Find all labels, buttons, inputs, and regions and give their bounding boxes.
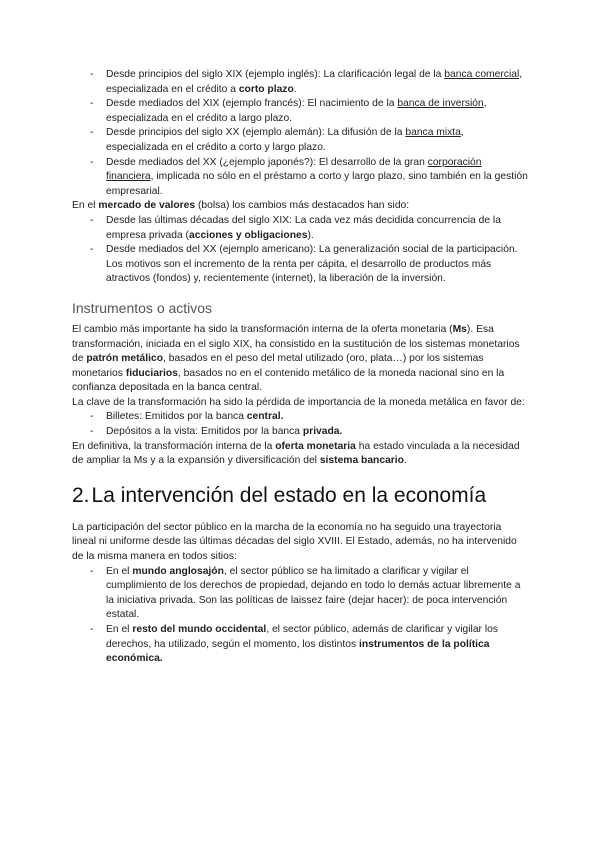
moneda-list <box>72 410 528 439</box>
text-run: ). <box>307 229 314 241</box>
cambio-paragraph <box>72 323 528 396</box>
list-item <box>72 214 528 243</box>
text-run: El cambio más importante ha sido la transformación interna de la oferta monetaria ( <box>72 323 453 335</box>
text-run: Desde las últimas décadas del siglo XIX: La cada vez más decidida concurrencia de la empresa privada ( <box>106 214 501 241</box>
text-run: , basados no en el contenido metálico de la moneda nacional sino en la confianza depositada en la banca central. <box>72 367 505 394</box>
section-heading-intervencion <box>72 483 528 509</box>
text-run: En definitiva, la transformación interna de la <box>72 440 276 452</box>
bullet-dash: - <box>90 565 94 577</box>
bullet-dash: - <box>90 69 94 80</box>
mercado-valores-list <box>72 214 528 287</box>
clave-paragraph <box>72 396 528 411</box>
text-run: ). Esa transformación, iniciada en el siglo XIX, ha consistido en la sustitución de los sistemas monetarios de <box>72 323 520 365</box>
text-run: Desde principios del siglo XX (ejemplo alemán): La difusión de la <box>106 127 406 139</box>
definitiva-paragraph <box>72 440 528 469</box>
text-run: , implicada no sólo en el préstamo a corto y largo plazo, sino también en la gestión empresarial. <box>106 171 528 197</box>
bold-text: fiduciarios <box>125 367 178 379</box>
text-run: , el sector público se ha limitado a clarificar y vigilar el cumplimiento de los derechos de propiedad, dejando en todo lo demás actuar libremente a la iniciativa privada. Son las políticas de laissez faire (dejar hacer): de poca intervención estatal. <box>106 565 521 621</box>
bullet-dash: - <box>90 244 94 256</box>
list-item <box>72 68 528 97</box>
text-run: En el <box>106 624 133 635</box>
intervencion-list <box>72 565 528 667</box>
list-item <box>72 243 528 287</box>
bullet-dash: - <box>90 156 94 168</box>
text-run: (bolsa) los cambios más destacados han sido: <box>195 200 410 212</box>
bullet-dash: - <box>90 624 94 635</box>
text-run: , especializada en el crédito a corto y largo plazo. <box>106 127 464 153</box>
bullet-dash: - <box>90 426 94 438</box>
text-run: Desde mediados del XIX (ejemplo francés): El nacimiento de la <box>106 98 398 110</box>
participacion-paragraph <box>72 521 528 565</box>
bold-text: acciones y obligaciones <box>188 229 308 241</box>
text-run: . <box>293 83 297 95</box>
bullet-dash: - <box>90 411 94 423</box>
section-heading-instrumentos: Instrumentos o activos <box>72 299 213 316</box>
bullet-dash: - <box>90 127 94 139</box>
text-run: Desde principios del siglo XIX (ejemplo inglés): La clarificación legal de la <box>106 69 445 80</box>
list-item <box>72 126 528 155</box>
bold-text: sistema bancario <box>319 455 404 467</box>
document-page <box>72 68 528 667</box>
bold-text: central. <box>246 411 284 423</box>
bold-text: patrón metálico <box>86 353 163 365</box>
text-run: , especializada en el crédito a largo plazo. <box>106 98 487 124</box>
text-run: ha estado vinculada a la necesidad de ampliar la Ms y a la expansión y diversificación del <box>72 440 520 467</box>
text-run: , basados en el peso del metal utilizado (oro, plata…) por los sistemas monetarios <box>72 353 484 379</box>
bold-text: resto del mundo occidental <box>132 624 267 635</box>
bold-text: corto plazo <box>238 83 294 95</box>
underlined-text: banca de inversión <box>397 98 484 110</box>
bold-text: mundo anglosajón <box>132 565 224 577</box>
underlined-text: banca mixta <box>405 127 461 139</box>
text-run: La clave de la transformación ha sido la pérdida de importancia de la moneda metálica en favor de: <box>72 396 525 408</box>
text-run: En el <box>72 200 99 212</box>
text-run: En el <box>106 565 133 577</box>
text-run: . <box>403 455 407 467</box>
text-run: , especializada en el crédito a <box>106 69 523 95</box>
bold-text: privada. <box>302 426 343 438</box>
section-number: 2. <box>72 483 90 507</box>
list-item <box>72 565 528 623</box>
list-item <box>72 410 528 425</box>
bullet-dash: - <box>90 98 94 110</box>
underlined-text: corporación financiera <box>106 156 482 183</box>
bold-text: oferta monetaria <box>275 440 356 452</box>
section-title: La intervención del estado en la economía <box>91 483 487 507</box>
underlined-text: banca comercial <box>444 69 520 80</box>
text-run: , el sector público, además de clarificar y vigilar los derechos, ha utilizado, según el momento, los distintos <box>106 624 499 650</box>
text-run: Desde mediados del XX (¿ejemplo japonés?): El desarrollo de la gran <box>106 156 428 168</box>
text-run: Desde mediados del XX (ejemplo americano): La generalización social de la participación. Los motivos son el incremento de la renta per cápita, el desarrollo de productos más atractivos (fondos) y, recientemente (internet), la liberación de la inversión. <box>106 244 518 285</box>
mercado-valores-paragraph <box>72 199 528 214</box>
banca-history-list <box>72 68 528 199</box>
bullet-dash: - <box>90 214 94 226</box>
text-run: Depósitos a la vista: Emitidos por la banca <box>106 426 303 438</box>
text-run: La participación del sector público en la marcha de la economía no ha seguido una trayectoria lineal ni uniforme desde las últimas décadas del siglo XVIII. El Estado, además, no ha intervenido de la misma manera en todos sitios: <box>72 521 517 563</box>
text-run: Billetes: Emitidos por la banca <box>106 411 247 423</box>
bold-text: mercado de valores <box>98 200 196 212</box>
list-item <box>72 97 528 126</box>
bold-text: Ms <box>452 323 467 335</box>
list-item <box>72 156 528 200</box>
list-item <box>72 425 528 440</box>
list-item <box>72 623 528 667</box>
bold-text: instrumentos de la política económica. <box>106 638 490 665</box>
